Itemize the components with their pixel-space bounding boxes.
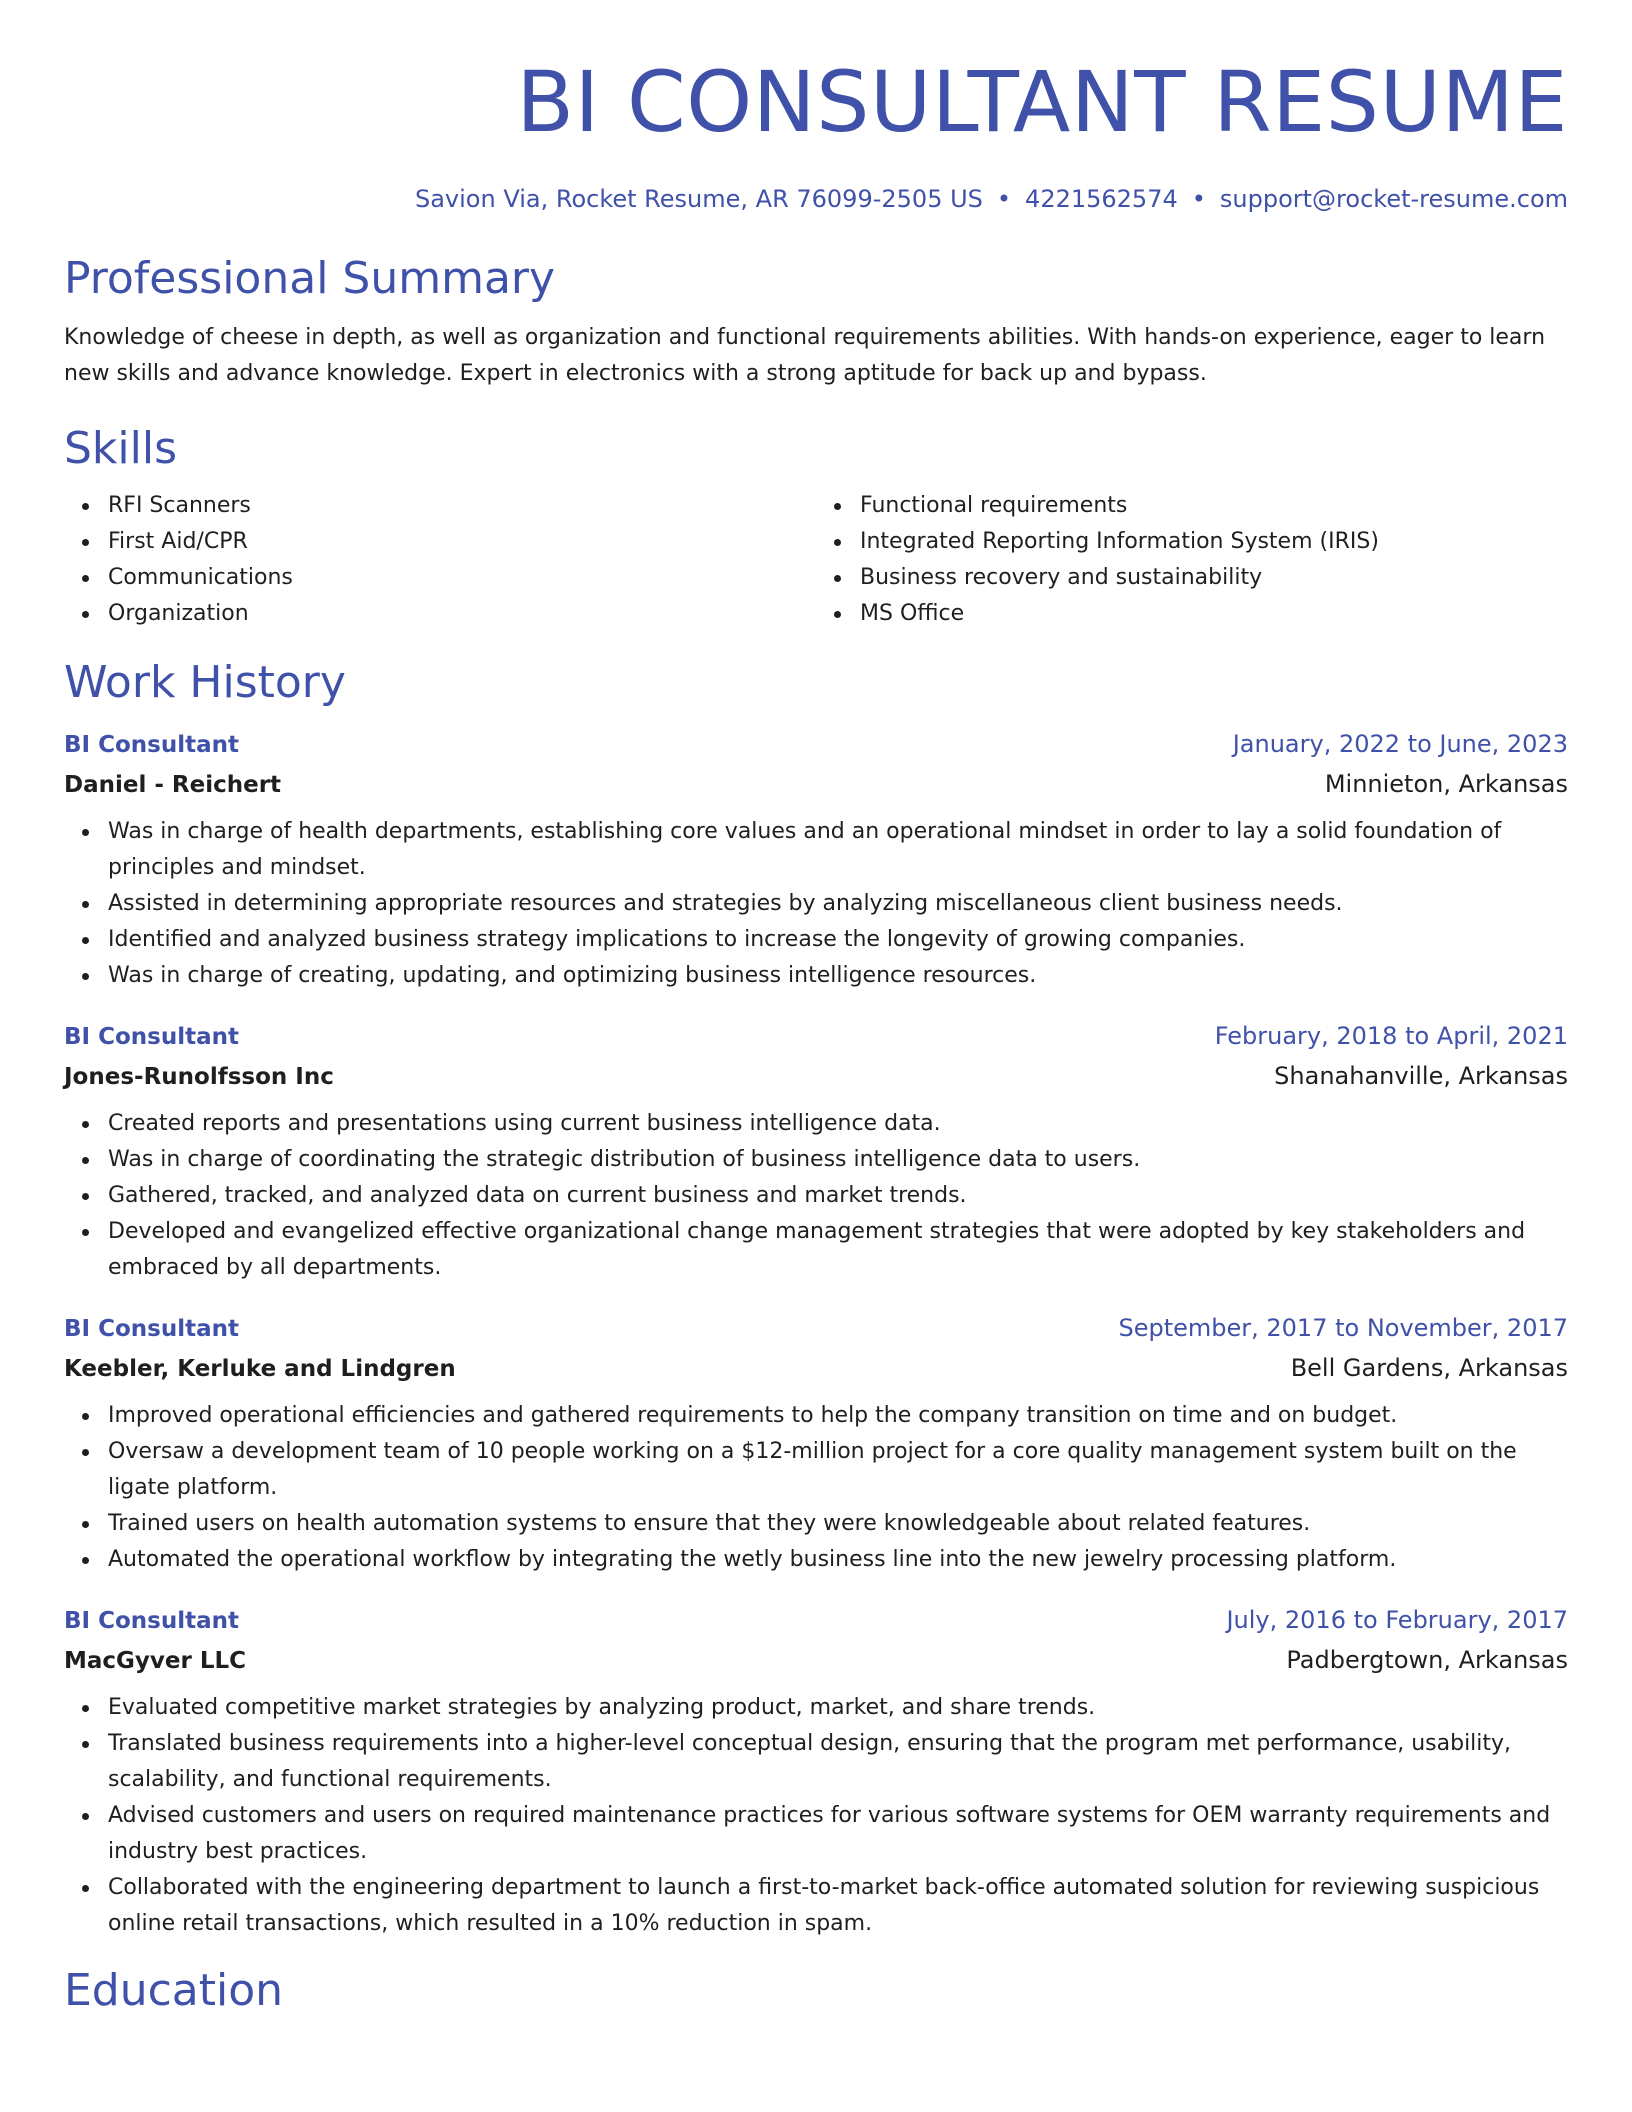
job-header-row — [64, 1308, 1568, 1349]
job-bullets — [64, 1690, 1568, 1942]
skill-item: Integrated Reporting Information System (IRIS) — [860, 524, 1568, 560]
resume-title: BI CONSULTANT RESUME — [516, 53, 1568, 151]
job-bullet: Trained users on health automation systems to ensure that they were knowledgeable about related features. — [108, 1506, 1568, 1542]
job-entry — [64, 1016, 1568, 1286]
job-bullet: Was in charge of creating, updating, and optimizing business intelligence resources. — [108, 958, 1568, 994]
education-heading: Education — [64, 1965, 284, 2016]
job-bullets — [64, 1106, 1568, 1286]
job-header-row — [64, 1600, 1568, 1641]
job-company: Jones-Runolfsson Inc — [64, 1064, 334, 1090]
job-bullet: Was in charge of health departments, establishing core values and an operational mindset in order to lay a solid foundation of principles and mindset. — [108, 814, 1568, 886]
skill-item: Organization — [108, 596, 816, 632]
education-section — [64, 1964, 1568, 2018]
resume-header — [64, 0, 1568, 214]
job-bullet: Assisted in determining appropriate resources and strategies by analyzing miscellaneous client business needs. — [108, 886, 1568, 922]
job-bullet: Collaborated with the engineering department to launch a first-to-market back-office automated solution for reviewing suspicious online retail transactions, which resulted in a 10% reduction in spam. — [108, 1870, 1568, 1942]
job-dates: July, 2016 to February, 2017 — [1226, 1606, 1568, 1634]
job-company: Keebler, Kerluke and Lindgren — [64, 1356, 456, 1382]
job-company: Daniel - Reichert — [64, 772, 282, 798]
contact-separator: • — [996, 185, 1012, 213]
job-location: Minnieton, Arkansas — [1324, 770, 1568, 798]
skills-list-right — [816, 488, 1568, 632]
summary-text: Knowledge of cheese in depth, as well as organization and functional requirements abilities. With hands-on experience, eager to learn new skills and advance knowledge. Expert in electronics with a strong aptitude for back up and bypass. — [64, 325, 1546, 386]
contact-phone: 4221562574 — [1025, 185, 1178, 213]
job-bullet: Was in charge of coordinating the strategic distribution of business intelligence data to users. — [108, 1142, 1568, 1178]
job-dates: January, 2022 to June, 2023 — [1232, 730, 1568, 758]
job-entry — [64, 1308, 1568, 1578]
summary-section — [64, 252, 1568, 392]
job-title: BI Consultant — [64, 1608, 239, 1634]
job-bullets — [64, 814, 1568, 994]
job-bullet: Automated the operational workflow by integrating the wetly business line into the new jewelry processing platform. — [108, 1542, 1568, 1578]
summary-heading: Professional Summary — [64, 253, 556, 304]
job-bullet: Evaluated competitive market strategies by analyzing product, market, and share trends. — [108, 1690, 1568, 1726]
job-bullet: Translated business requirements into a higher-level conceptual design, ensuring that the program met performance, usability, scalability, and functional requirements. — [108, 1726, 1568, 1798]
skills-heading: Skills — [64, 423, 178, 474]
skills-list-left — [64, 488, 816, 632]
skill-item: MS Office — [860, 596, 1568, 632]
skills-grid — [64, 488, 1568, 632]
job-bullet: Gathered, tracked, and analyzed data on current business and market trends. — [108, 1178, 1568, 1214]
job-bullet: Oversaw a development team of 10 people working on a $12-million project for a core quality management system built on the ligate platform. — [108, 1434, 1568, 1506]
job-title: BI Consultant — [64, 1024, 239, 1050]
job-location: Bell Gardens, Arkansas — [1290, 1354, 1568, 1382]
job-company-row — [64, 765, 1568, 804]
job-bullet: Improved operational efficiencies and gathered requirements to help the company transition on time and on budget. — [108, 1398, 1568, 1434]
job-dates: September, 2017 to November, 2017 — [1118, 1314, 1568, 1342]
skills-section — [64, 422, 1568, 632]
job-bullet: Developed and evangelized effective organizational change management strategies that were adopted by key stakeholders and embraced by all departments. — [108, 1214, 1568, 1286]
job-entry — [64, 1600, 1568, 1942]
job-location: Shanahanville, Arkansas — [1274, 1062, 1568, 1090]
work-history-heading: Work History — [64, 657, 346, 708]
contact-email: support@rocket-resume.com — [1219, 185, 1568, 213]
job-location: Padbergtown, Arkansas — [1286, 1646, 1568, 1674]
skill-item: First Aid/CPR — [108, 524, 816, 560]
skill-item: Communications — [108, 560, 816, 596]
job-entry — [64, 724, 1568, 994]
job-bullets — [64, 1398, 1568, 1578]
job-title: BI Consultant — [64, 1316, 239, 1342]
work-history-section — [64, 656, 1568, 1942]
contact-address: Savion Via, Rocket Resume, AR 76099-2505 US — [414, 185, 983, 213]
job-bullet: Created reports and presentations using current business intelligence data. — [108, 1106, 1568, 1142]
job-title: BI Consultant — [64, 732, 239, 758]
contact-separator: • — [1191, 185, 1206, 213]
job-bullet: Advised customers and users on required maintenance practices for various software systems for OEM warranty requirements and industry best practices. — [108, 1798, 1568, 1870]
contact-line — [64, 184, 1568, 214]
job-company-row — [64, 1349, 1568, 1388]
job-company-row — [64, 1057, 1568, 1096]
skill-item: Business recovery and sustainability — [860, 560, 1568, 596]
job-bullet: Identified and analyzed business strategy implications to increase the longevity of growing companies. — [108, 922, 1568, 958]
job-company: MacGyver LLC — [64, 1648, 247, 1674]
job-company-row — [64, 1641, 1568, 1680]
skill-item: RFI Scanners — [108, 488, 816, 524]
job-header-row — [64, 1016, 1568, 1057]
job-header-row — [64, 724, 1568, 765]
skill-item: Functional requirements — [860, 488, 1568, 524]
job-dates: February, 2018 to April, 2021 — [1214, 1022, 1568, 1050]
